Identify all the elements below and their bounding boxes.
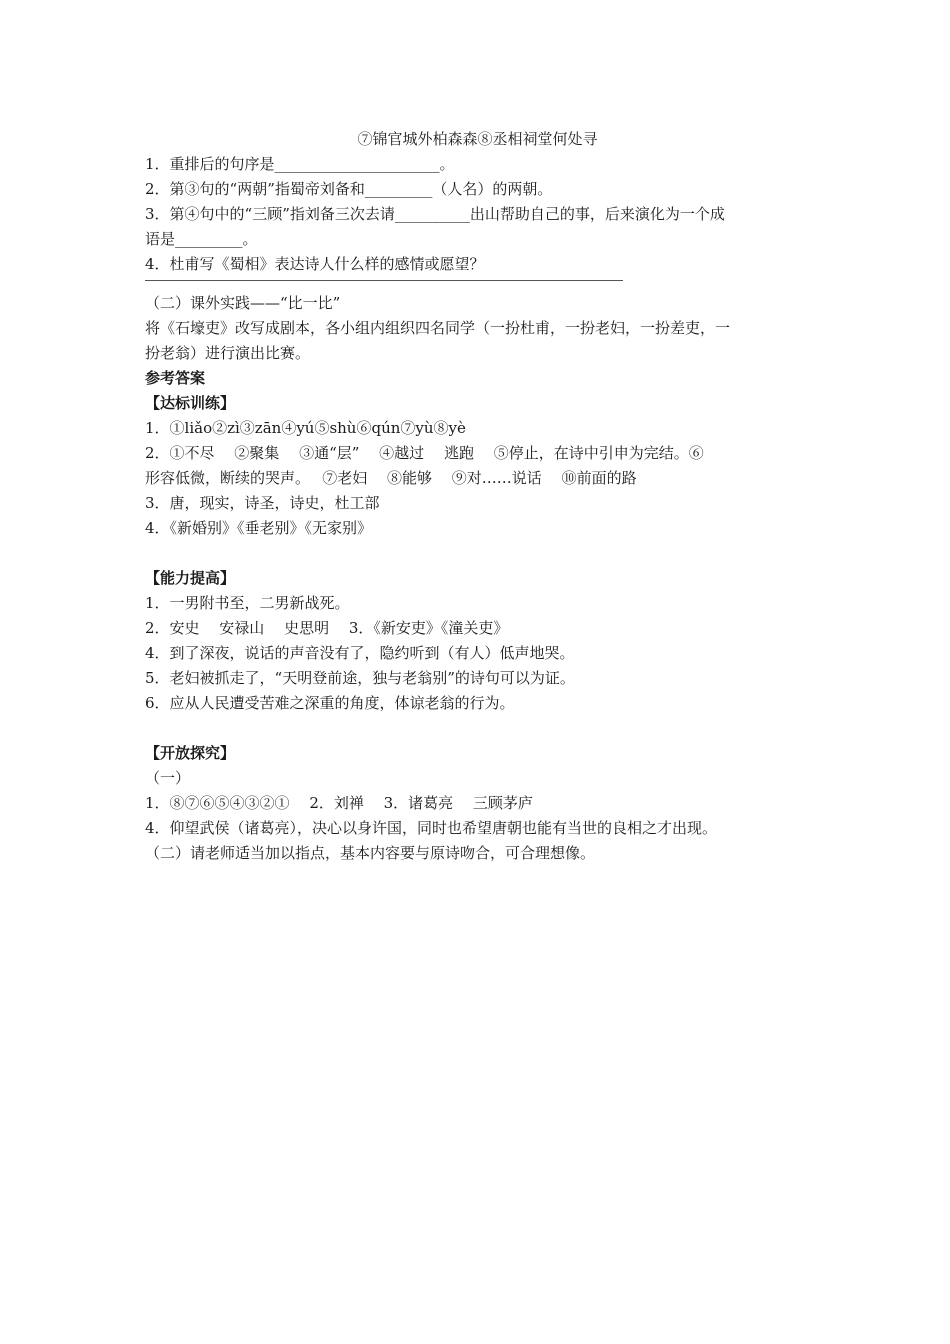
answer-line: 形容低微，断续的哭声。 ⑦老妇 ⑧能够 ⑨对……说话 ⑩前面的路 [145, 469, 637, 487]
answer-line: 1．①liǎo②zì③zān④yú⑤shù⑥qún⑦yù⑧yè [145, 419, 466, 437]
answer-line: 2．安史 安禄山 史思明 3．《新安吏》《潼关吏》 [145, 619, 509, 637]
practice-text-b: 扮老翁）进行演出比赛。 [145, 344, 311, 362]
document-content [145, 127, 810, 866]
answers-title: 参考答案 [145, 369, 206, 387]
answer-line: 4．《新婚别》《垂老别》《无家别》 [145, 519, 373, 537]
answer-line: 4．仰望武侯（诸葛亮），决心以身许国，同时也希望唐朝也能有当世的良相之才出现。 [145, 819, 718, 837]
answer-line: （一） [145, 769, 191, 787]
answer-line: （二）请老师适当加以指点，基本内容要与原诗吻合，可合理想像。 [145, 844, 596, 862]
answer-line: 2．①不尽 ②聚集 ③通“层” ④越过 逃跑 ⑤停止，在诗中引申为完结。⑥ [145, 444, 704, 462]
section-heading-standard-training: 【达标训练】 [145, 394, 236, 412]
question-3-part-a: 3．第④句中的“三顾”指刘备三次去请__________出山帮助自己的事，后来演化为一个成 [145, 205, 725, 223]
spacer [145, 716, 810, 741]
answer-line: 3．唐，现实，诗圣，诗史，杜工部 [145, 494, 380, 512]
question-4: 4．杜甫写《蜀相》表达诗人什么样的感情或愿望？ [145, 255, 485, 273]
answer-blank-line [145, 277, 810, 291]
answer-line: 5．老妇被抓走了，“天明登前途，独与老翁别”的诗句可以为证。 [145, 669, 575, 687]
question-1: 1．重排后的句序是______________________。 [145, 155, 455, 173]
practice-text-a: 将《石壕吏》改写成剧本，各小组内组织四名同学（一扮杜甫，一扮老妇，一扮差吏，一 [145, 319, 731, 337]
poem-order-line: ⑦锦官城外柏森森⑧丞相祠堂何处寻 [357, 130, 598, 148]
section-heading-ability: 【能力提高】 [145, 569, 236, 587]
answer-line: 1．一男附书至，二男新战死。 [145, 594, 350, 612]
answer-line: 6．应从人民遭受苦难之深重的角度，体谅老翁的行为。 [145, 694, 515, 712]
practice-heading: （二）课外实践——“比一比” [145, 294, 341, 312]
answer-line: 1．⑧⑦⑥⑤④③②① 2．刘禅 3．诸葛亮 三顾茅庐 [145, 794, 533, 812]
question-3-part-b: 语是_________。 [145, 230, 258, 248]
answer-line: 4．到了深夜，说话的声音没有了，隐约听到（有人）低声地哭。 [145, 644, 575, 662]
spacer [145, 541, 810, 566]
question-2: 2．第③句的“两朝”指蜀帝刘备和_________（人名）的两朝。 [145, 180, 553, 198]
section-heading-open-inquiry: 【开放探究】 [145, 744, 236, 762]
